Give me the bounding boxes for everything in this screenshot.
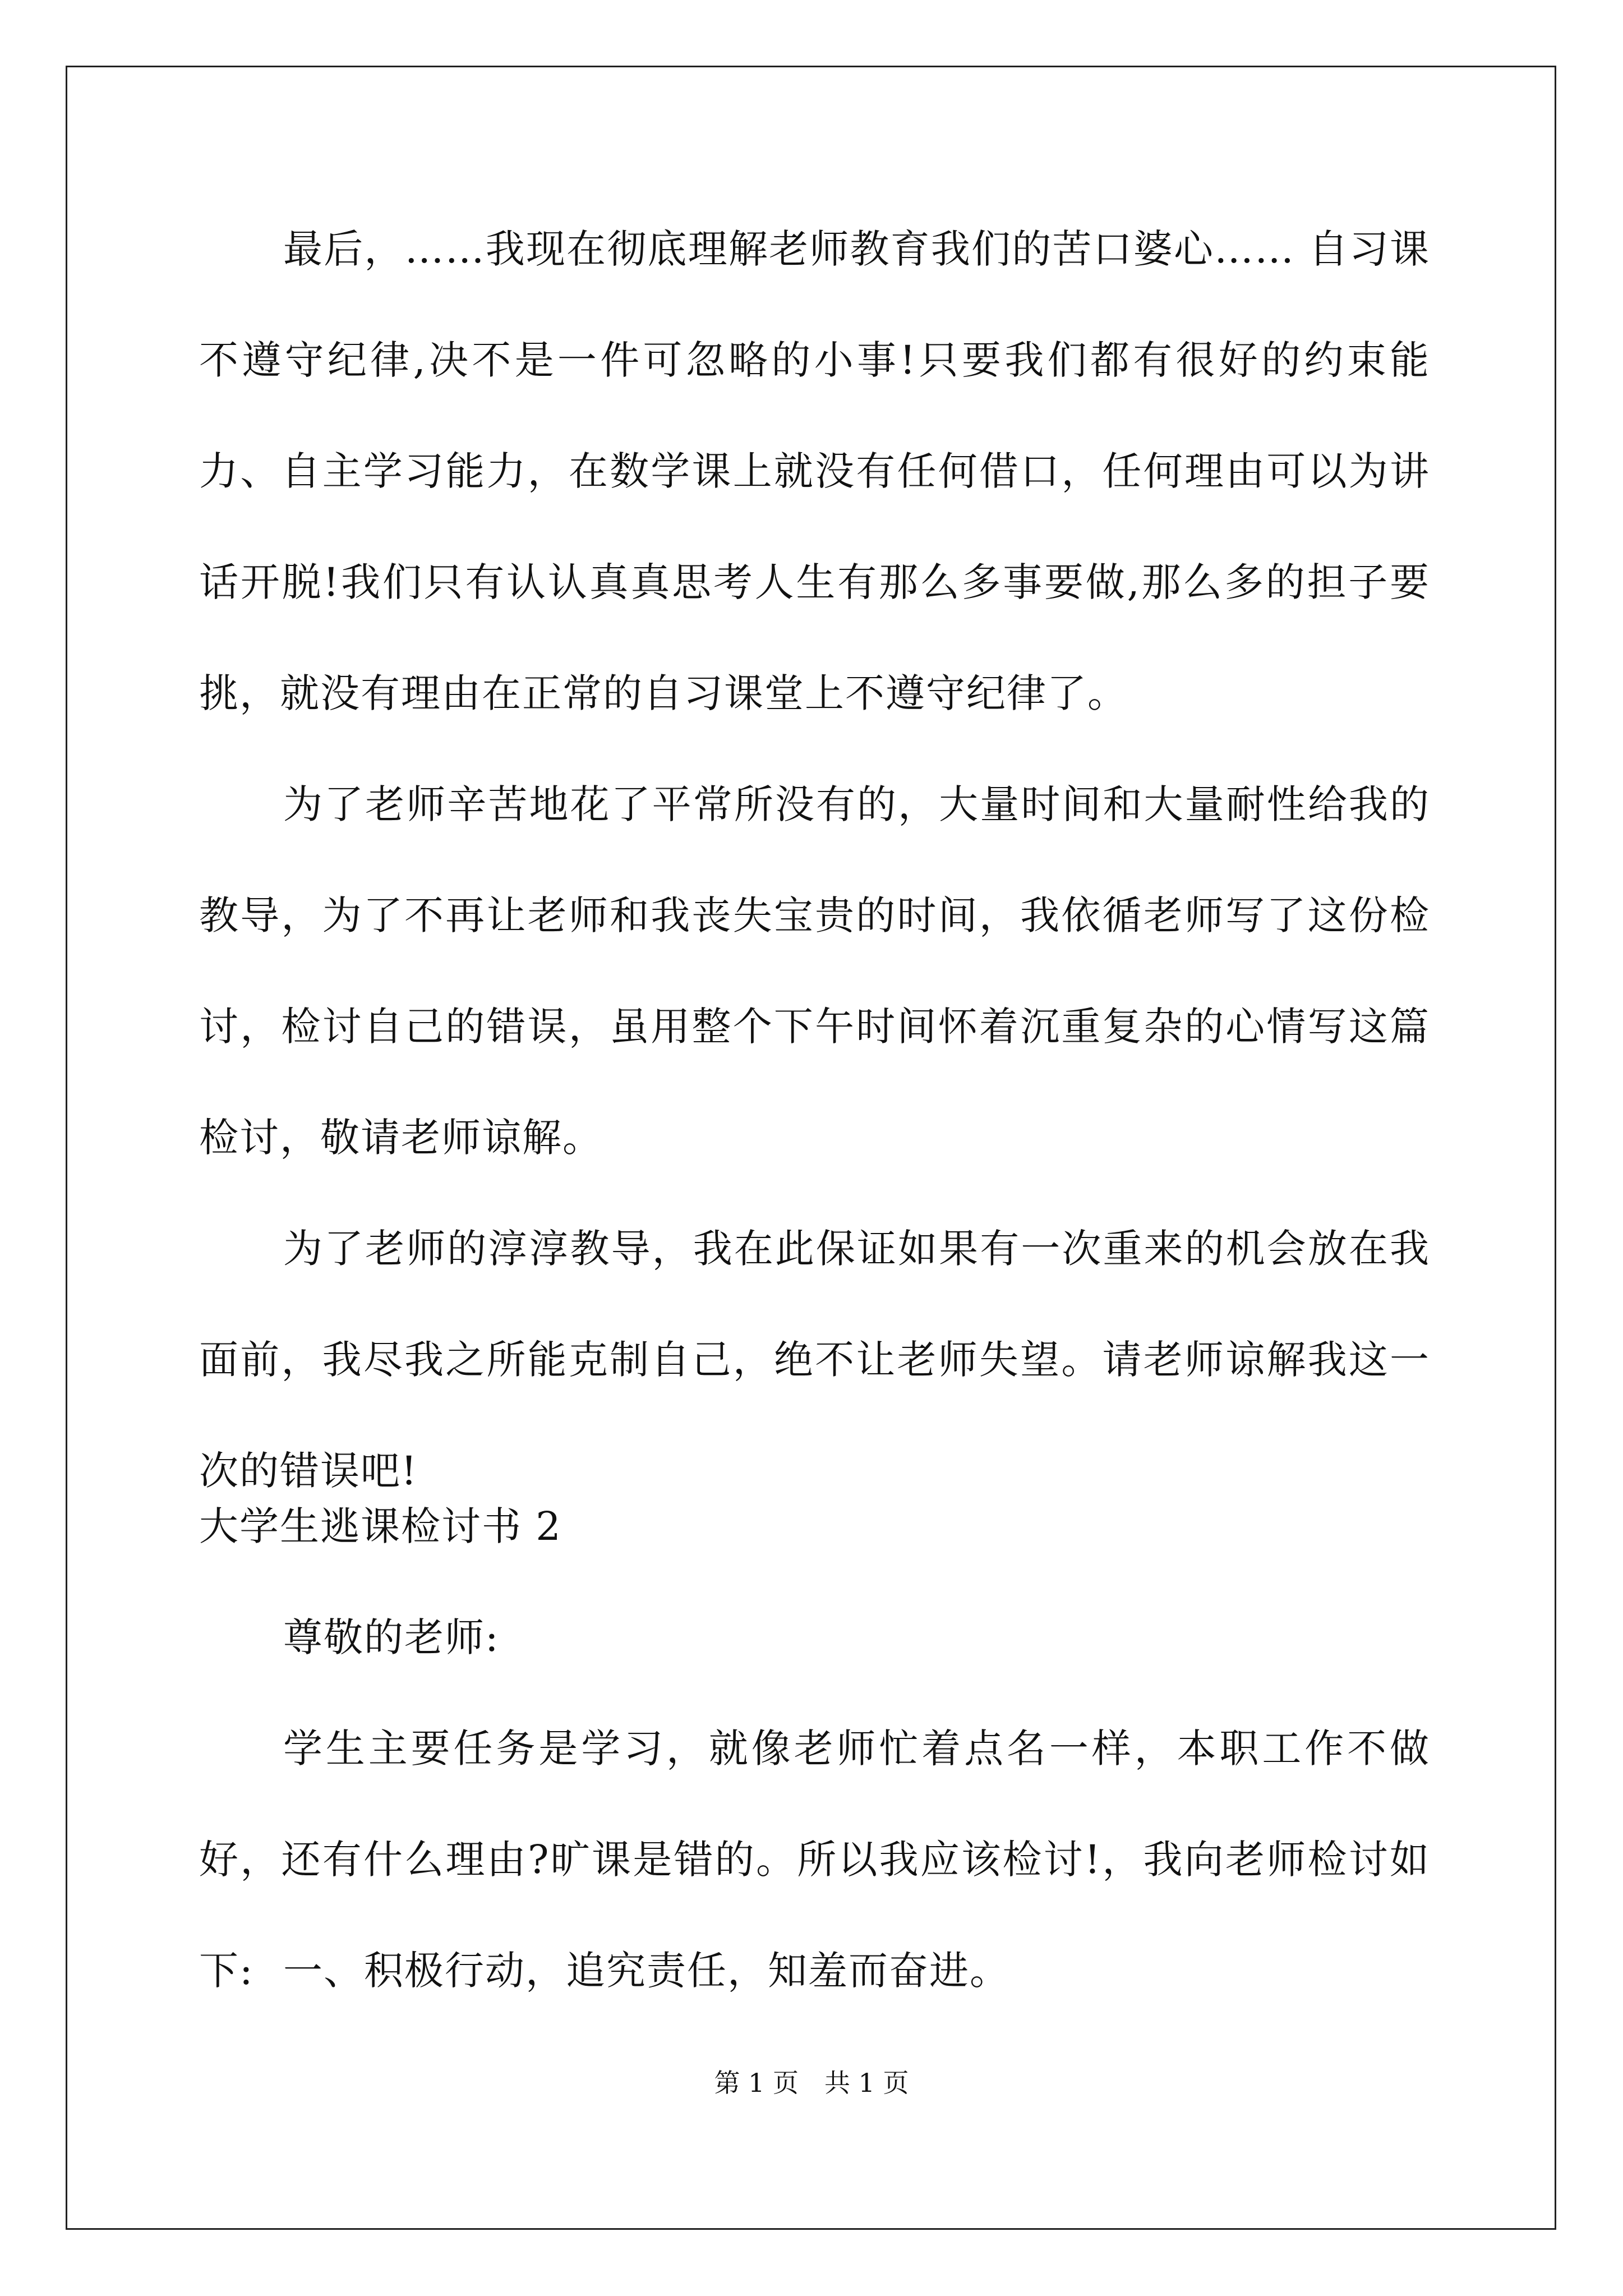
- paragraph-4: 学生主要任务是学习，就像老师忙着点名一样，本职工作不做好，还有什么理由?旷课是错的。所以我应该检讨!，我向老师检讨如下:: [199, 1726, 1430, 1994]
- salutation: 尊敬的老师:: [283, 1614, 500, 1660]
- page-footer: 第 1 页 共 1 页: [714, 2068, 909, 2098]
- section-heading: 大学生逃课检讨书 2: [199, 1503, 562, 1549]
- paragraph-1: 最后，……我现在彻底理解老师教育我们的苦口婆心…… 自习课不遵守纪律,决不是一件可忽略的小事!只要我们都有很好的约束能力、自主学习能力，在数学课上就没有任何借口，任何理由可以为讲话开脱!我们只有认认真真思考人生有那么多事要做,那么多的担子要挑，就没有理由在正常的自习课堂上不遵守纪律了。: [199, 226, 1430, 716]
- paragraph-2: 为了老师辛苦地花了平常所没有的，大量时间和大量耐性给我的教导，为了不再让老师和我丧失宝贵的时间，我依循老师写了这份检讨，检讨自己的错误，虽用整个下午时间怀着沉重复杂的心情写这篇检讨，敬请老师谅解。: [199, 781, 1430, 1161]
- point-one: 一、积极行动，追究责任，知羞而奋进。: [283, 1948, 1010, 1994]
- paragraph-3: 为了老师的淳淳教导，我在此保证如果有一次重来的机会放在我面前，我尽我之所能克制自己，绝不让老师失望。请老师谅解我这一次的错误吧!: [199, 1226, 1430, 1494]
